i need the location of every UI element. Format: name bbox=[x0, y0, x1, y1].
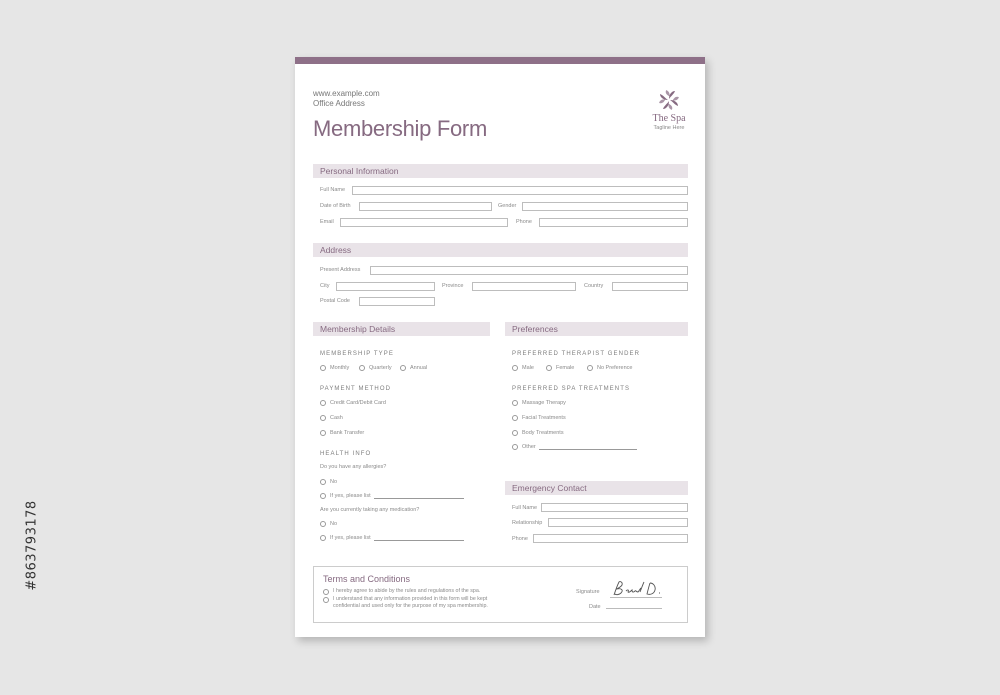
terms-agree-option[interactable]: I hereby agree to abide by the rules and regulations of the spa. bbox=[323, 588, 480, 595]
section-emergency-contact: Emergency Contact bbox=[505, 481, 688, 495]
emergency-relationship-label: Relationship bbox=[512, 520, 543, 526]
membership-type-header: MEMBERSHIP TYPE bbox=[320, 351, 394, 357]
terms-title: Terms and Conditions bbox=[323, 574, 411, 584]
present-address-label: Present Address bbox=[320, 267, 361, 273]
form-title: Membership Form bbox=[313, 116, 487, 141]
emergency-relationship-field[interactable] bbox=[548, 518, 688, 527]
radio-icon[interactable] bbox=[587, 365, 593, 371]
option-facial-treatments[interactable]: Facial Treatments bbox=[512, 415, 566, 421]
province-label: Province bbox=[442, 283, 464, 289]
option-annual[interactable]: Annual bbox=[400, 365, 427, 371]
country-label: Country bbox=[584, 283, 604, 289]
option-bank-transfer[interactable]: Bank Transfer bbox=[320, 430, 364, 436]
radio-icon[interactable] bbox=[512, 365, 518, 371]
date-label: Date bbox=[589, 604, 601, 610]
city-label: City bbox=[320, 283, 330, 289]
radio-icon[interactable] bbox=[323, 597, 329, 603]
radio-icon[interactable] bbox=[400, 365, 406, 371]
option-cash[interactable]: Cash bbox=[320, 415, 343, 421]
option-male[interactable]: Male bbox=[512, 365, 534, 371]
allergies-if-yes-option[interactable]: If yes, please list bbox=[320, 493, 464, 499]
date-line[interactable] bbox=[606, 608, 662, 609]
spa-logo bbox=[647, 89, 691, 131]
signature-image bbox=[610, 579, 668, 599]
country-field[interactable] bbox=[612, 282, 688, 291]
option-other[interactable]: Other bbox=[512, 444, 637, 450]
section-personal-information: Personal Information bbox=[313, 164, 688, 178]
health-info-header: HEALTH INFO bbox=[320, 451, 372, 457]
radio-icon[interactable] bbox=[320, 415, 326, 421]
radio-icon[interactable] bbox=[320, 430, 326, 436]
postal-code-label: Postal Code bbox=[320, 298, 350, 304]
province-field[interactable] bbox=[472, 282, 576, 291]
medication-list-line[interactable] bbox=[374, 536, 464, 541]
option-body-treatments[interactable]: Body Treatments bbox=[512, 430, 564, 436]
email-label: Email bbox=[320, 219, 334, 225]
medication-if-yes-option[interactable]: If yes, please list bbox=[320, 535, 464, 541]
emergency-full-name-label: Full Name bbox=[512, 505, 538, 511]
emergency-phone-field[interactable] bbox=[533, 534, 688, 543]
stock-id-label: #863793178 bbox=[24, 500, 40, 591]
radio-icon[interactable] bbox=[359, 365, 365, 371]
city-field[interactable] bbox=[336, 282, 435, 291]
allergies-question: Do you have any allergies? bbox=[320, 464, 387, 470]
option-monthly[interactable]: Monthly bbox=[320, 365, 349, 371]
radio-icon[interactable] bbox=[320, 521, 326, 527]
other-treatment-line[interactable] bbox=[539, 445, 637, 450]
full-name-label: Full Name bbox=[320, 187, 346, 193]
spa-treatments-header: PREFERRED SPA TREATMENTS bbox=[512, 386, 631, 392]
website-text: www.example.com bbox=[313, 89, 380, 98]
radio-icon[interactable] bbox=[320, 365, 326, 371]
full-name-field[interactable] bbox=[352, 186, 688, 195]
membership-form-page bbox=[295, 57, 705, 637]
phone-field[interactable] bbox=[539, 218, 688, 227]
office-address-text: Office Address bbox=[313, 99, 365, 108]
terms-box bbox=[313, 566, 688, 623]
radio-icon[interactable] bbox=[546, 365, 552, 371]
emergency-full-name-field[interactable] bbox=[541, 503, 688, 512]
gender-label: Gender bbox=[498, 203, 517, 209]
terms-confidential-option[interactable]: I understand that any information provided in this form will be kept confidential and used only for the purpose of my spa membership. bbox=[323, 596, 488, 610]
radio-icon[interactable] bbox=[512, 400, 518, 406]
medication-question: Are you currently taking any medication? bbox=[320, 507, 420, 513]
option-credit-card[interactable]: Credit Card/Debit Card bbox=[320, 400, 386, 406]
section-preferences: Preferences bbox=[505, 322, 688, 336]
option-female[interactable]: Female bbox=[546, 365, 574, 371]
radio-icon[interactable] bbox=[320, 535, 326, 541]
payment-method-header: PAYMENT METHOD bbox=[320, 386, 392, 392]
radio-icon[interactable] bbox=[512, 444, 518, 450]
medication-no-option[interactable]: No bbox=[320, 521, 337, 527]
radio-icon[interactable] bbox=[320, 493, 326, 499]
allergies-no-option[interactable]: No bbox=[320, 479, 337, 485]
option-no-preference[interactable]: No Preference bbox=[587, 365, 632, 371]
email-field[interactable] bbox=[340, 218, 508, 227]
emergency-phone-label: Phone bbox=[512, 536, 528, 542]
flower-logo-icon bbox=[658, 89, 680, 111]
radio-icon[interactable] bbox=[323, 589, 329, 595]
section-membership-details: Membership Details bbox=[313, 322, 490, 336]
phone-label: Phone bbox=[516, 219, 532, 225]
dob-field[interactable] bbox=[359, 202, 492, 211]
top-accent-bar bbox=[295, 57, 705, 64]
logo-tagline: Tagline Here bbox=[653, 125, 685, 131]
radio-icon[interactable] bbox=[512, 415, 518, 421]
signature-line[interactable] bbox=[610, 597, 662, 598]
section-address: Address bbox=[313, 243, 688, 257]
postal-code-field[interactable] bbox=[359, 297, 435, 306]
radio-icon[interactable] bbox=[320, 479, 326, 485]
radio-icon[interactable] bbox=[320, 400, 326, 406]
signature-label: Signature bbox=[576, 589, 600, 595]
radio-icon[interactable] bbox=[512, 430, 518, 436]
dob-label: Date of Birth bbox=[320, 203, 351, 209]
option-quarterly[interactable]: Quarterly bbox=[359, 365, 392, 371]
option-massage-therapy[interactable]: Massage Therapy bbox=[512, 400, 566, 406]
logo-name: The Spa bbox=[652, 113, 686, 124]
therapist-gender-header: PREFERRED THERAPIST GENDER bbox=[512, 351, 641, 357]
present-address-field[interactable] bbox=[370, 266, 688, 275]
allergies-list-line[interactable] bbox=[374, 494, 464, 499]
gender-field[interactable] bbox=[522, 202, 688, 211]
